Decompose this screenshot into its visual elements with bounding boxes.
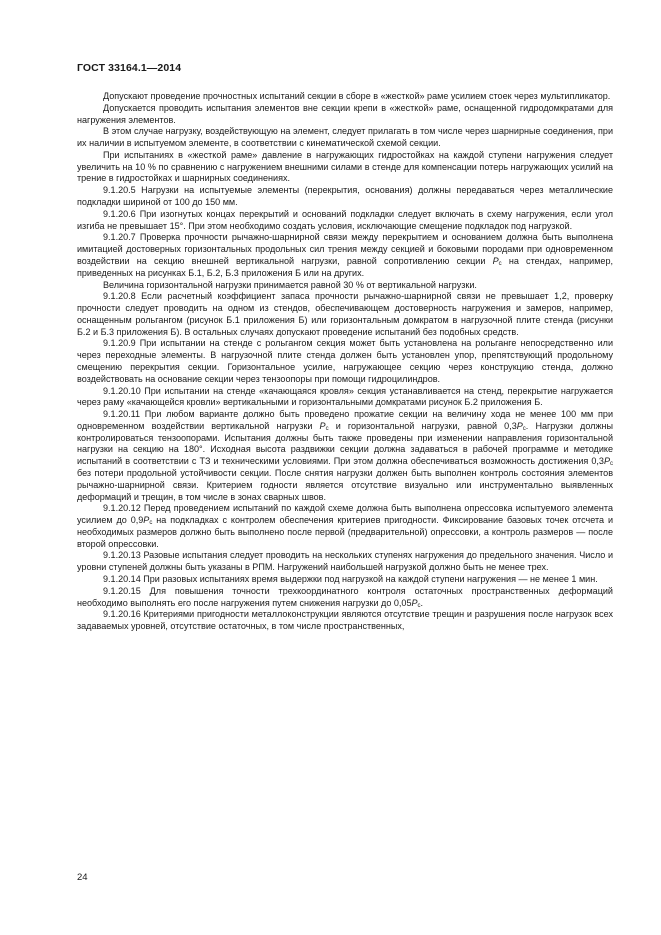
page-number: 24	[77, 872, 88, 883]
paragraph: Допускают проведение прочностных испытаний секции в сборе в «жесткой» раме усилием стоек через мультипликатор.	[103, 91, 611, 101]
paragraph: Допускается проводить испытания элементов вне секции крепи в «жесткой» раме, оснащенной гидродомкратами для нагружения элементов.	[77, 102, 613, 125]
document-body	[77, 91, 613, 633]
paragraph: 9.1.20.15 Для повышения точности трехкоординатного контроля остаточных пространственных деформаций необходимо выполнять его после нагружения путем снижения нагрузки до $0,05P_с$.	[77, 585, 613, 609]
paragraph: 9.1.20.11 При любом варианте должно быть проведено прожатие секции на величину хода не менее 100 мм при одновременном воздействии вертикальной нагрузки $P_с$ и горизонтальной нагрузки, равной $0,3P_с$. Нагрузки должны контролироваться тензоопорами. Испытания должны быть также проведены при изменении направления горизонтальной нагрузки на секцию на 180°. Исходная высота раздвижки секции должна задаваться в рабочей программе и методике испытаний в соответствии с ТЗ и техническими условиями. При этом должна обеспечиваться возможность достижения $0,3P_с$ без потери продольной устойчивости секции. После снятия нагрузки должен быть выполнен контроль состояния элементов рычажно-шарнирной связи. Критерием годности является отсутствие визуально или инструментально выявленных деформаций и трещин, в том числе в зонах сварных швов.	[77, 409, 613, 502]
paragraph: 9.1.20.5 Нагрузки на испытуемые элементы (перекрытия, основания) должны передаваться через металлические подкладки шириной от 100 до 150 мм.	[77, 185, 613, 208]
paragraph: 9.1.20.6 При изогнутых концах перекрытий и оснований подкладки следует включать в схему нагружения, если угол изгиба не превышает 15°. При этом необходимо создать условия, исключающие смещение подкладок под нагрузкой.	[77, 208, 613, 231]
paragraph: 9.1.20.16 Критериями пригодности металлоконструкции являются отсутствие трещин и разрушения после нагрузок всех задаваемых уровней, отсутствие остаточных, в том числе пространственных,	[77, 609, 613, 632]
paragraph: Величина горизонтальной нагрузки принимается равной 30 % от вертикальной нагрузки.	[103, 279, 477, 290]
paragraph: 9.1.20.14 При разовых испытаниях время выдержки под нагрузкой на каждой ступени нагружения — не менее 1 мин.	[103, 574, 598, 585]
paragraph: 9.1.20.7 Проверка прочности рычажно-шарнирной связи между перекрытием и основанием должна быть выполнена имитацией достоверных горизонтальных продольных сил трения между секцией и боковыми породами при одновременном воздействии на секцию внешней вертикальной нагрузки, равной сопротивлению секции $P_с$ на стендах, например, приведенных на рисунках Б.1, Б.2, Б.3 приложения Б или на других.	[77, 232, 613, 278]
paragraph: 9.1.20.8 Если расчетный коэффициент запаса прочности рычажно-шарнирной связи не превышает 1,2, проверку прочности следует проводить на одном из стендов, обеспечивающем достоверность нагружения и замеров, например, оснащенным рольгангом (рисунок Б.1 приложения Б) или горизонтальным домкратом в нагрузочной плите стенда (рисунки Б.2 и Б.3 приложения Б). В остальных случаях допускают проведение испытаний без подобных средств.	[77, 291, 613, 337]
paragraph: 9.1.20.12 Перед проведением испытаний по каждой схеме должна быть выполнена опрессовка испытуемого элемента усилием до $0,9P_с$ на подкладках с контролем обеспечения критериев пригодности. Фиксирование базовых точек отсчета и необходимых размеров должно быть выполнено после первой (предварительной) опрессовки, а контроль размеров — после второй опрессовки.	[77, 503, 613, 549]
paragraph: 9.1.20.13 Разовые испытания следует проводить на нескольких ступенях нагружения до предельного значения. Число и уровни ступеней должны быть указаны в РПМ. Нагружений наибольшей нагрузкой должно быть не менее трех.	[77, 550, 613, 573]
page-header-standard-title: ГОСТ 33164.1—2014	[77, 62, 182, 74]
paragraph: При испытаниях в «жесткой раме» давление в нагружающих гидростойках на каждой ступени нагружения следует увеличить на 10 % по сравнению с нагружением внешними силами в стенде для компенсации потерь нагружающих усилий на трение в гидростойках и шарнирных соединениях.	[77, 149, 613, 184]
paragraph: В этом случае нагрузку, воздействующую на элемент, следует прилагать в том числе через шарнирные соединения, при их наличии в испытуемом элементе, в соответствии с кинематической схемой секции.	[77, 126, 613, 149]
paragraph: 9.1.20.10 При испытании на стенде «качающаяся кровля» секция устанавливается на стенд, перекрытие нагружается через раму «качающейся кровли» вертикальными и горизонтальными домкратами рисунок Б.2 приложения Б.	[77, 385, 613, 408]
paragraph: 9.1.20.9 При испытании на стенде с рольгангом секция может быть установлена на рольганге непосредственно или через переходные элементы. В нагрузочной плите стенда должен быть установлен упор, препятствующий продольному смещению перекрытия секции. Горизонтальное усилие, нагружающее секцию через конструкцию стенда, должно воздействовать на основание секции через тензоопоры при помощи гидроцилиндров.	[77, 338, 613, 384]
